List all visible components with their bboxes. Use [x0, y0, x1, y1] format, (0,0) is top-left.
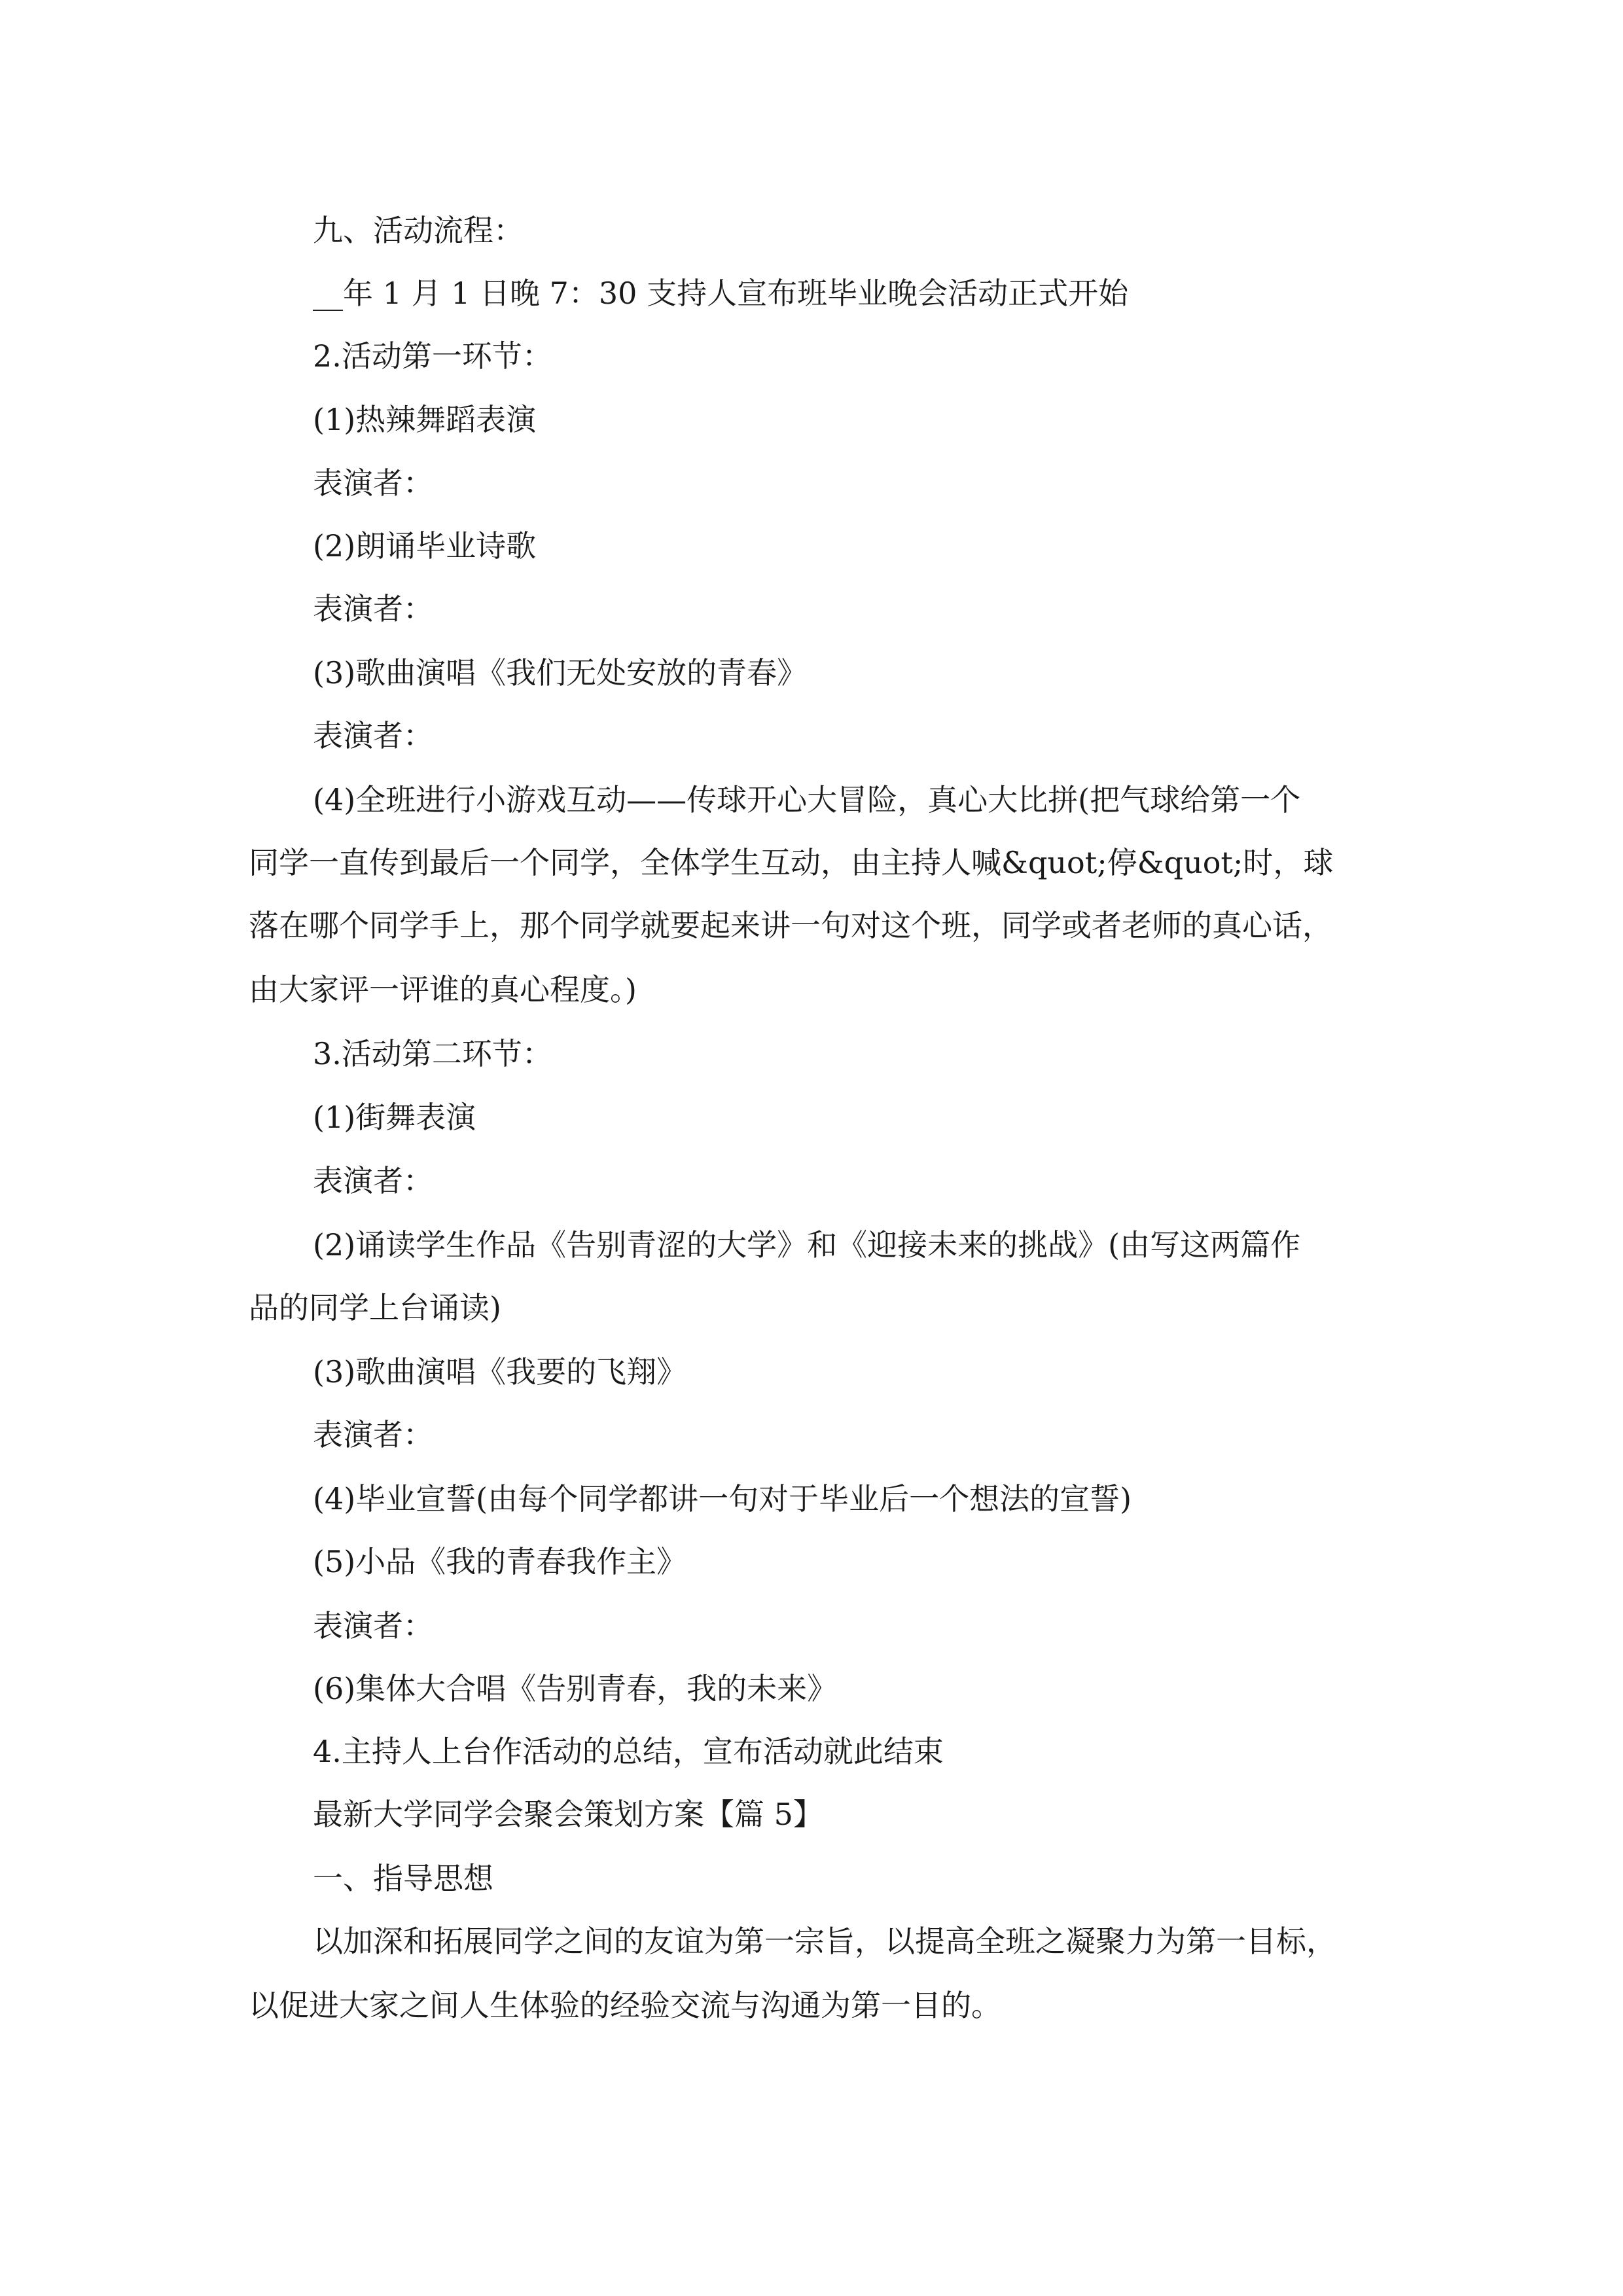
text-line: __年 1 月 1 日晚 7：30 支持人宣布班毕业晚会活动正式开始	[313, 276, 1129, 311]
text-line: (1)热辣舞蹈表演	[313, 402, 537, 437]
text-line: 落在哪个同学手上，那个同学就要起来讲一句对这个班，同学或者老师的真心话，	[249, 908, 1332, 943]
text-line: (2)朗诵毕业诗歌	[313, 528, 537, 564]
section-title-plan-5: 最新大学同学会聚会策划方案【篇 5】	[313, 1797, 823, 1832]
text-line: 同学一直传到最后一个同学，全体学生互动，由主持人喊&quot;停&quot;时，球	[249, 845, 1334, 880]
text-line: 表演者：	[313, 591, 433, 626]
text-line: 品的同学上台诵读)	[249, 1290, 501, 1325]
text-line: 表演者：	[313, 1608, 433, 1643]
section-heading-guiding-ideology: 一、指导思想	[313, 1861, 493, 1896]
text-line: (5)小品《我的青春我作主》	[313, 1544, 687, 1579]
text-line: 2.活动第一环节：	[313, 338, 552, 374]
text-line: (1)街舞表演	[313, 1100, 476, 1135]
text-line: (3)歌曲演唱《我们无处安放的青春》	[313, 655, 808, 691]
text-line: 表演者：	[313, 465, 433, 501]
text-line: 3.活动第二环节：	[313, 1036, 552, 1071]
text-line: (4)全班进行小游戏互动——传球开心大冒险，真心大比拼(把气球给第一个	[313, 782, 1301, 817]
text-line: 4.主持人上台作活动的总结，宣布活动就此结束	[313, 1734, 944, 1769]
section-heading-activity-flow: 九、活动流程：	[313, 213, 524, 248]
text-line: 表演者：	[313, 718, 433, 753]
text-line: (3)歌曲演唱《我要的飞翔》	[313, 1354, 687, 1390]
text-line: 以加深和拓展同学之间的友谊为第一宗旨，以提高全班之凝聚力为第一目标，	[313, 1924, 1336, 1959]
text-line: 表演者：	[313, 1417, 433, 1452]
text-line: 表演者：	[313, 1163, 433, 1198]
text-line: (2)诵读学生作品《告别青涩的大学》和《迎接未来的挑战》(由写这两篇作	[313, 1227, 1301, 1263]
text-line: (6)集体大合唱《告别青春，我的未来》	[313, 1671, 838, 1706]
text-line: 由大家评一评谁的真心程度。)	[249, 972, 637, 1007]
text-line: (4)毕业宣誓(由每个同学都讲一句对于毕业后一个想法的宣誓)	[313, 1481, 1132, 1516]
text-line: 以促进大家之间人生体验的经验交流与沟通为第一目的。	[249, 1988, 1001, 2023]
